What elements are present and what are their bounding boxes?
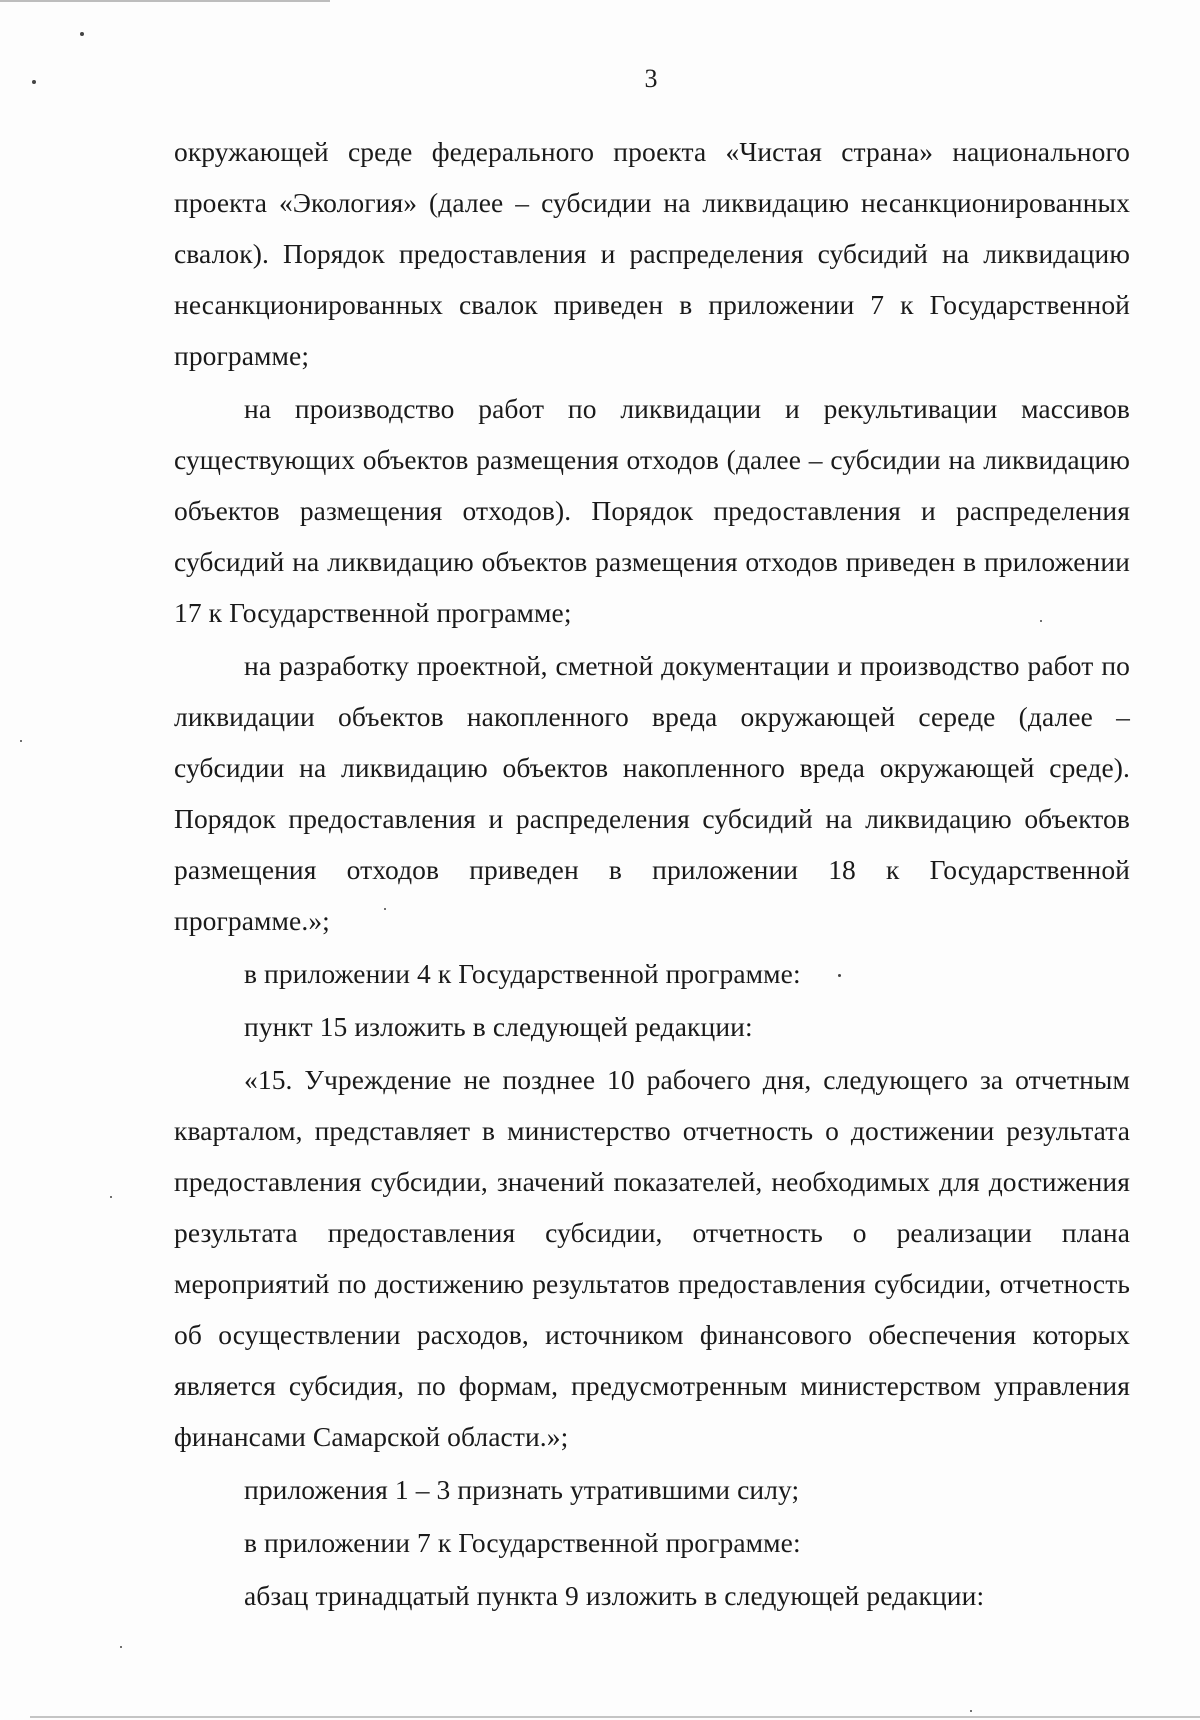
- scan-speck: [384, 908, 386, 910]
- scan-speck: [120, 1646, 122, 1648]
- scan-speck: [32, 80, 36, 84]
- paragraph: окружающей среде федерального проекта «Чистая страна» национального проекта «Экология» (далее – субсидии на ликвидацию несанкционированных свалок). Порядок предоставления и распределения субсидий на ликвидацию несанкционированных свалок приведен в приложении 7 к Государственной программе;: [174, 136, 1130, 371]
- scan-edge-top: [0, 0, 330, 2]
- scan-speck: [20, 740, 22, 742]
- paragraph: в приложении 4 к Государственной программе:: [244, 958, 801, 989]
- scan-speck: [1040, 620, 1042, 622]
- scan-speck: [80, 32, 84, 36]
- paragraph: «15. Учреждение не позднее 10 рабочего дня, следующего за отчетным кварталом, представляет в министерство отчетность о достижении результата предоставления субсидии, значений показателей, необходимых для достижения результата предоставления субсидии, отчетность о реализации плана мероприятий по достижению результатов предоставления субсидии, отчетность об осуществлении расходов, источником финансового обеспечения которых является субсидия, по формам, предусмотренным министерством управления финансами Самарской области.»;: [174, 1064, 1130, 1452]
- document-body: [174, 126, 1130, 1621]
- page-number: 3: [644, 64, 658, 93]
- scan-speck: [838, 974, 841, 977]
- paragraph: приложения 1 – 3 признать утратившими силу;: [244, 1474, 800, 1505]
- scan-speck: [970, 1710, 972, 1712]
- scan-speck: [110, 1196, 112, 1198]
- paragraph: абзац тринадцатый пункта 9 изложить в следующей редакции:: [244, 1580, 985, 1611]
- scan-edge-bottom: [30, 1716, 1200, 1718]
- paragraph: пункт 15 изложить в следующей редакции:: [244, 1011, 753, 1042]
- paragraph: на производство работ по ликвидации и рекультивации массивов существующих объектов размещения отходов (далее – субсидии на ликвидацию объектов размещения отходов). Порядок предоставления и распределения субсидий на ликвидацию объектов размещения отходов приведен в приложении 17 к Государственной программе;: [174, 393, 1130, 628]
- paragraph: на разработку проектной, сметной документации и производство работ по ликвидации объектов накопленного вреда окружающей середе (далее – субсидии на ликвидацию объектов накопленного вреда окружающей среде). Порядок предоставления и распределения субсидий на ликвидацию объектов размещения отходов приведен в приложении 18 к Государственной программе.»;: [174, 650, 1130, 936]
- paragraph: в приложении 7 к Государственной программе:: [244, 1527, 801, 1558]
